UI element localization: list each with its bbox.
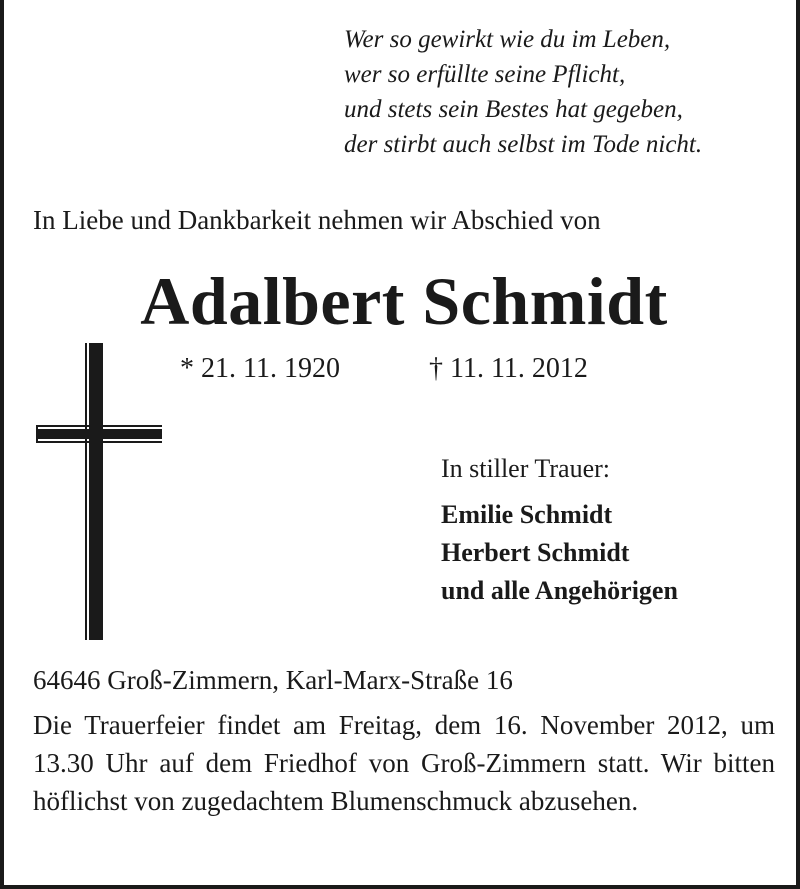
mourners-block [441, 450, 678, 610]
mourners-label: In stiller Trauer: [441, 454, 610, 483]
farewell-intro: In Liebe und Dankbarkeit nehmen wir Abschied von [33, 205, 601, 235]
poem-line: und stets sein Bestes hat gegeben, [344, 96, 683, 123]
mourner-name: Herbert Schmidt [441, 538, 630, 567]
birth-date: * 21. 11. 1920 [180, 353, 340, 384]
poem-line: der stirbt auch selbst im Tode nicht. [344, 131, 703, 158]
mourner-name: und alle Angehörigen [441, 576, 678, 605]
poem-line: Wer so gewirkt wie du im Leben, [344, 26, 671, 53]
family-address: 64646 Groß-Zimmern, Karl-Marx-Straße 16 [33, 665, 513, 695]
latin-cross-icon [34, 343, 164, 643]
deceased-name: Adalbert Schmidt [140, 263, 668, 339]
memorial-poem [344, 22, 702, 162]
mourners-list [441, 496, 678, 610]
funeral-notice: Die Trauerfeier findet am Freitag, dem 16. November 2012, um 13.30 Uhr auf dem Friedhof von Groß-Zimmern statt. Wir bitten höflichst von zugedachtem Blumenschmuck abzusehen. [33, 710, 775, 816]
death-date: † 11. 11. 2012 [429, 353, 588, 384]
mourner-name: Emilie Schmidt [441, 500, 613, 529]
poem-line: wer so erfüllte seine Pflicht, [344, 61, 626, 88]
